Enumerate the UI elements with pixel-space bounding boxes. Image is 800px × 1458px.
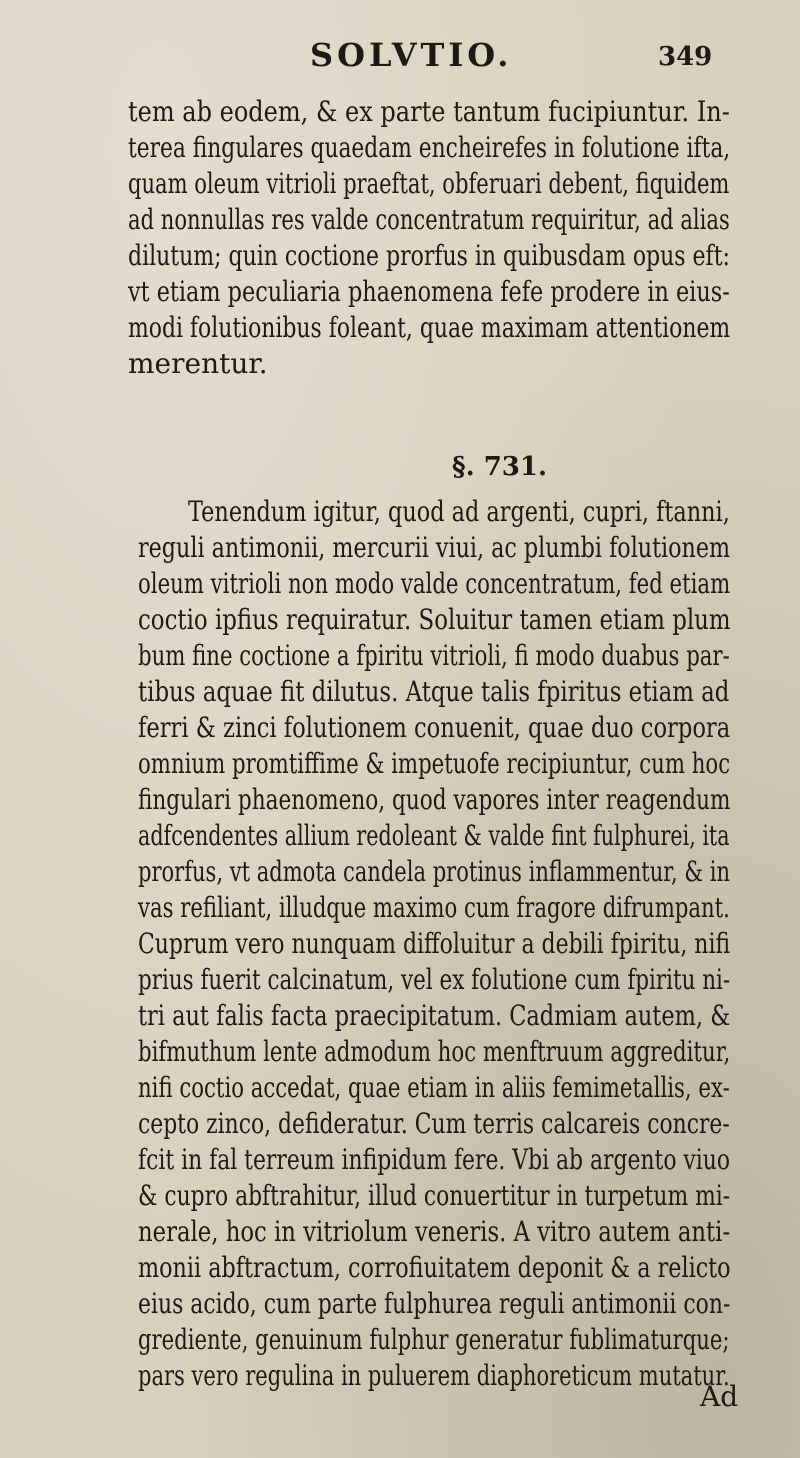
text-line: & cupro abftrahitur, illud conuertitur in turpetum mi- <box>138 1179 731 1212</box>
text-line: nifi coctio accedat, quae etiam in aliis femimetallis, ex- <box>138 1071 730 1104</box>
text-line: vas refiliant, illudque maximo cum fragore difrumpant. <box>138 891 730 924</box>
text-line: cepto zinco, defideratur. Cum terris calcareis concre- <box>138 1107 730 1140</box>
text-line: terea fingulares quaedam encheirefes in folutione ifta, <box>128 131 731 164</box>
text-line: tibus aquae fit dilutus. Atque talis fpiritus etiam ad <box>138 675 730 708</box>
text-line: prorfus, vt admota candela protinus inflammentur, & in <box>138 855 731 888</box>
text-line: prius fuerit calcinatum, vel ex folutione cum fpiritu ni- <box>138 963 731 996</box>
text-line: vt etiam peculiaria phaenomena fefe prodere in eius- <box>128 275 730 308</box>
text-line: coctio ipfius requiratur. Soluitur tamen etiam plum <box>138 603 731 636</box>
text-line: bum fine coctione a fpiritu vitrioli, fi modo duabus par- <box>138 639 730 672</box>
catchword: Ad <box>700 1380 739 1413</box>
running-title: SOLVTIO. <box>310 36 513 74</box>
text-line: tri aut falis facta praecipitatum. Cadmiam autem, & <box>138 999 731 1032</box>
text-line: grediente, genuinum fulphur generatur fublimaturque; <box>138 1323 730 1356</box>
section-number: §. 731. <box>452 452 548 482</box>
text-line: Cuprum vero nunquam diffoluitur a debili fpiritu, nifi <box>138 927 731 960</box>
text-line: nerale, hoc in vitriolum veneris. A vitro autem anti- <box>138 1215 731 1248</box>
text-line: fcit in fal terreum infipidum fere. Vbi ab argento viuo <box>138 1143 731 1176</box>
text-line: ad nonnullas res valde concentratum requiritur, ad alias <box>128 203 730 236</box>
page-number: 349 <box>658 42 713 72</box>
text-line: bifmuthum lente admodum hoc menftruum aggreditur, <box>138 1035 731 1068</box>
text-line: modi folutionibus foleant, quae maximam attentionem <box>128 311 731 344</box>
text-line: omnium promtiffime & impetuofe recipiuntur, cum hoc <box>138 747 731 780</box>
text-line: oleum vitrioli non modo valde concentratum, fed etiam <box>138 567 731 600</box>
text-line: Tenendum igitur, quod ad argenti, cupri, ftanni, <box>188 495 730 528</box>
text-line: monii abftractum, corrofiuitatem deponit & a relicto <box>138 1251 731 1284</box>
text-line: merentur. <box>128 347 268 380</box>
text-line: adfcendentes allium redoleant & valde fint fulphurei, ita <box>138 819 730 852</box>
text-line: eius acido, cum parte fulphurea reguli antimonii con- <box>138 1287 731 1320</box>
text-line: tem ab eodem, & ex parte tantum fucipiuntur. In- <box>128 95 730 128</box>
running-head <box>0 36 800 76</box>
text-line: pars vero regulina in puluerem diaphoreticum mutatur. <box>138 1359 730 1392</box>
text-line: dilutum; quin coctione prorfus in quibusdam opus eft: <box>128 239 730 272</box>
text-line: ferri & zinci folutionem conuenit, quae duo corpora <box>138 711 731 744</box>
text-line: fingulari phaenomeno, quod vapores inter reagendum <box>138 783 731 816</box>
text-line: quam oleum vitrioli praeftat, obferuari debent, fiquidem <box>128 167 730 200</box>
text-line: reguli antimonii, mercurii viui, ac plumbi folutionem <box>138 531 731 564</box>
